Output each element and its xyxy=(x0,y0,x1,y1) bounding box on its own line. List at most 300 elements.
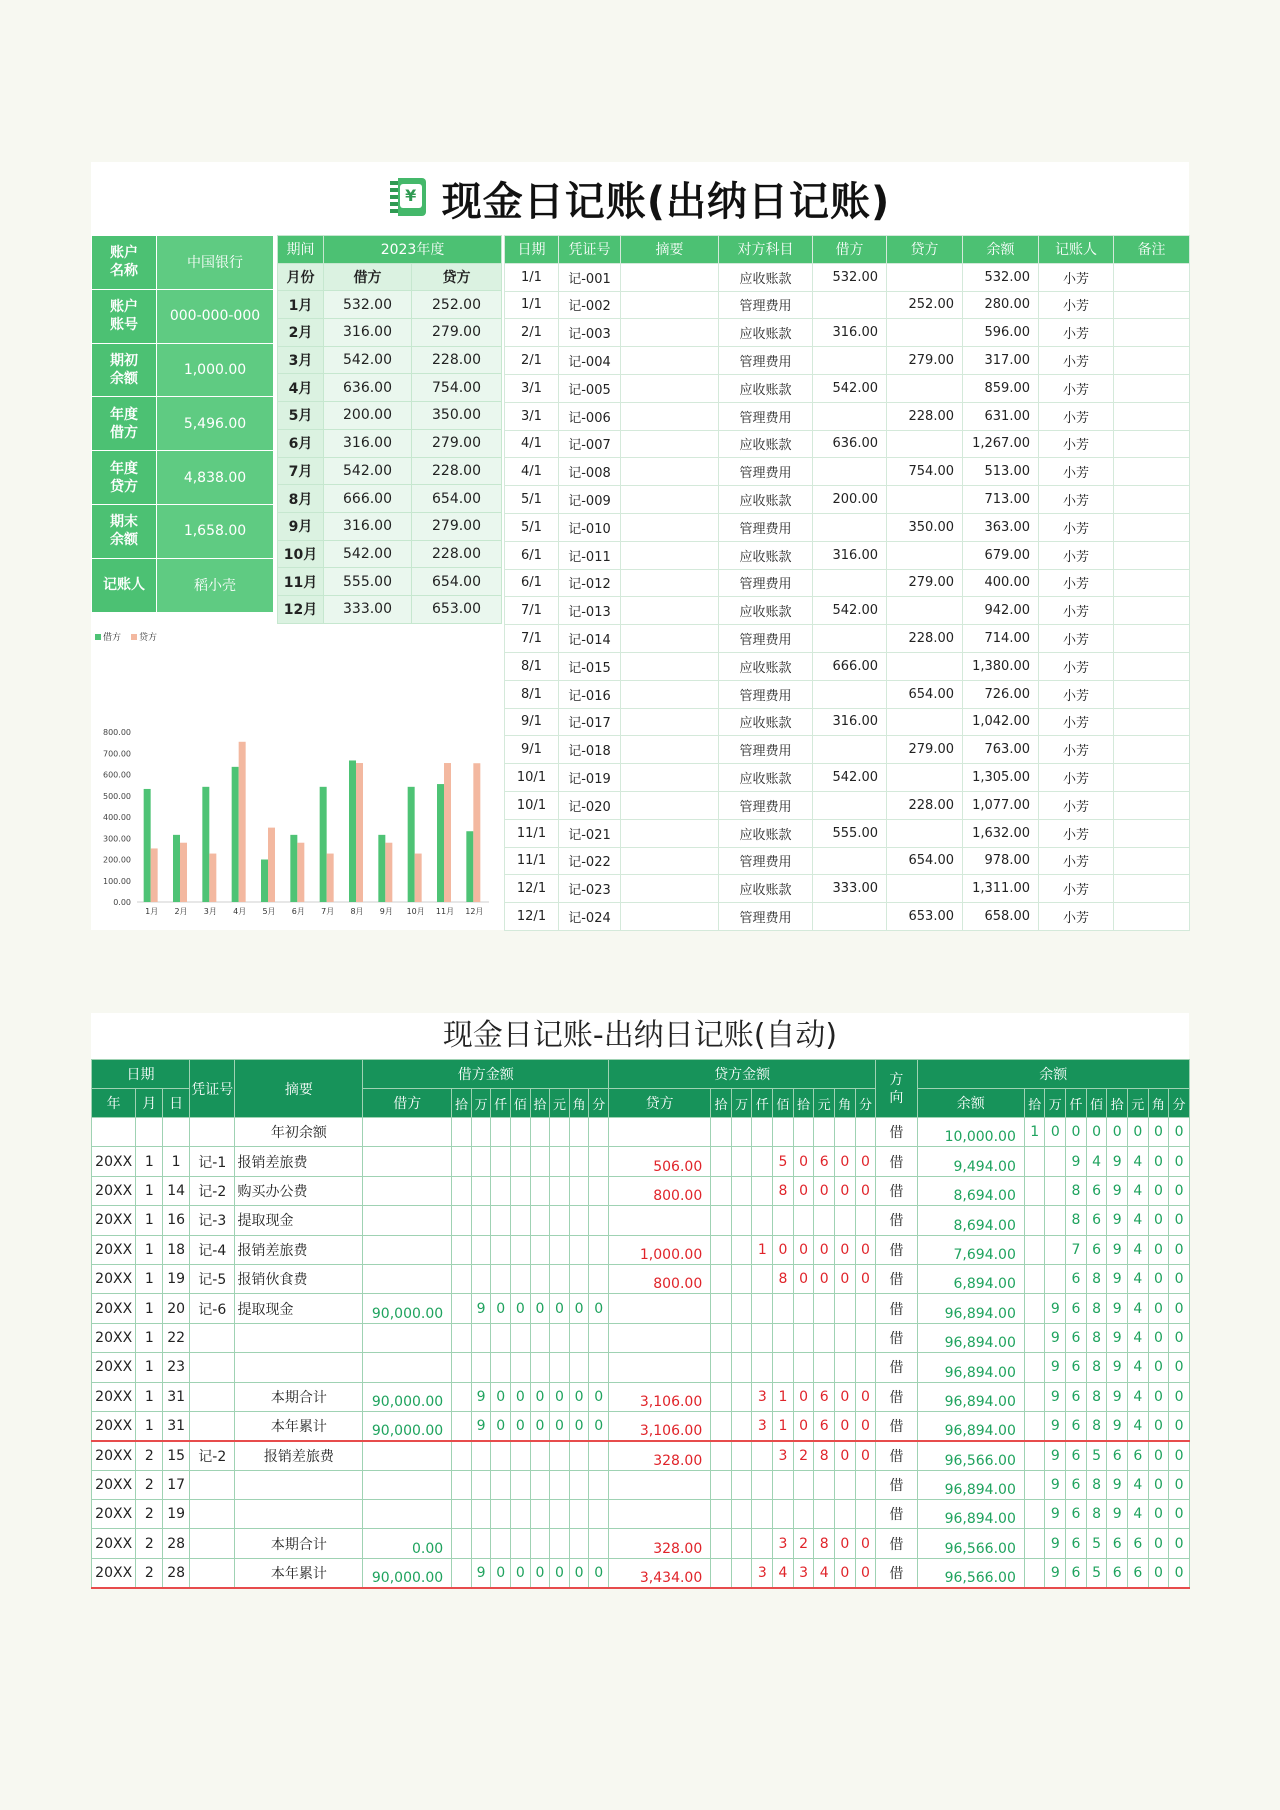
debit-amount xyxy=(363,1118,452,1147)
digit-cell: 8 xyxy=(1086,1323,1107,1352)
journal-cell: 1/1 xyxy=(505,263,559,291)
digit-cell: 4 xyxy=(1127,1176,1148,1205)
digit-cell xyxy=(471,1529,491,1558)
digit-cell: 6 xyxy=(1127,1558,1148,1587)
digit-cell: 6 xyxy=(1086,1235,1107,1264)
direction-cell: 借 xyxy=(876,1176,917,1205)
digit-cell xyxy=(834,1206,855,1235)
info-row xyxy=(92,236,274,290)
digit-cell: 6 xyxy=(1066,1294,1087,1323)
digit-cell: 9 xyxy=(1045,1294,1066,1323)
journal-cell: 658.00 xyxy=(963,903,1039,931)
balance-amount: 6,894.00 xyxy=(917,1264,1024,1293)
digit-cell: 5 xyxy=(1086,1441,1107,1470)
balance-amount: 96,894.00 xyxy=(917,1500,1024,1529)
digit-cell xyxy=(589,1118,609,1147)
digit-cell xyxy=(530,1470,550,1499)
journal-cell xyxy=(813,736,887,764)
digit-cell xyxy=(752,1529,773,1558)
digit-cell: 1 xyxy=(752,1235,773,1264)
digit-cell xyxy=(855,1470,876,1499)
journal-cell xyxy=(621,347,719,375)
year-cell: 20XX xyxy=(92,1382,136,1411)
journal-cell: 记-003 xyxy=(559,319,621,347)
info-value: 1,000.00 xyxy=(157,343,274,397)
digit-cell xyxy=(731,1323,752,1352)
journal-cell xyxy=(813,402,887,430)
digit-cell: 0 xyxy=(1148,1500,1169,1529)
digit-cell xyxy=(1024,1264,1045,1293)
digit-cell xyxy=(491,1500,511,1529)
debit-amount: 90,000.00 xyxy=(363,1382,452,1411)
digit-cell xyxy=(491,1235,511,1264)
month-cell: 1 xyxy=(136,1382,163,1411)
digit-cell: 8 xyxy=(814,1529,835,1558)
digit-cell xyxy=(491,1470,511,1499)
digit-cell xyxy=(773,1500,794,1529)
journal-cell: 631.00 xyxy=(963,402,1039,430)
digit-cell: 9 xyxy=(471,1558,491,1587)
direction-cell: 借 xyxy=(876,1147,917,1176)
day-cell: 22 xyxy=(163,1323,190,1352)
digit-cell xyxy=(510,1147,530,1176)
digit-cell: 4 xyxy=(1127,1235,1148,1264)
journal-cell: 记-011 xyxy=(559,541,621,569)
journal-cell: 316.00 xyxy=(813,319,887,347)
digit-cell xyxy=(711,1118,732,1147)
journal-cell xyxy=(621,597,719,625)
digit-cell: 3 xyxy=(773,1529,794,1558)
x-tick-label: 3月 xyxy=(203,907,217,916)
ledger-header-cell: 日 xyxy=(163,1089,190,1118)
bar-debit xyxy=(320,787,327,902)
digit-cell xyxy=(793,1500,814,1529)
digit-cell xyxy=(814,1118,835,1147)
digit-cell xyxy=(452,1176,472,1205)
digit-cell xyxy=(855,1294,876,1323)
digit-cell xyxy=(752,1294,773,1323)
journal-header-cell: 贷方 xyxy=(887,236,963,264)
month-cell: 3月 xyxy=(278,346,324,374)
month-cell: 1 xyxy=(136,1147,163,1176)
y-tick-label: 0.00 xyxy=(113,898,131,907)
ledger-header-cell: 凭证号 xyxy=(190,1060,235,1118)
debit-amount xyxy=(363,1235,452,1264)
balance-amount: 96,566.00 xyxy=(917,1558,1024,1587)
journal-cell: 记-002 xyxy=(559,291,621,319)
journal-cell xyxy=(1114,458,1190,486)
journal-cell: 管理费用 xyxy=(719,291,813,319)
voucher-cell xyxy=(190,1558,235,1587)
journal-cell xyxy=(621,847,719,875)
digit-cell: 0 xyxy=(589,1558,609,1587)
digit-cell: 8 xyxy=(1086,1294,1107,1323)
journal-cell xyxy=(621,486,719,514)
digit-cell xyxy=(1024,1500,1045,1529)
digit-cell: 0 xyxy=(834,1558,855,1587)
info-row xyxy=(92,343,274,397)
x-tick-label: 7月 xyxy=(321,907,335,916)
journal-cell xyxy=(1114,541,1190,569)
summary-cell: 本期合计 xyxy=(235,1529,363,1558)
ledger-header-cell: 佰 xyxy=(773,1089,794,1118)
digit-cell xyxy=(452,1558,472,1587)
journal-cell: 654.00 xyxy=(887,680,963,708)
credit-cell: 279.00 xyxy=(412,429,502,457)
digit-cell xyxy=(471,1500,491,1529)
journal-row xyxy=(505,513,1190,541)
account-info-table xyxy=(91,235,274,613)
journal-cell xyxy=(1114,319,1190,347)
digit-cell: 0 xyxy=(550,1411,570,1440)
balance-amount: 10,000.00 xyxy=(917,1118,1024,1147)
x-tick-label: 8月 xyxy=(350,907,364,916)
journal-cell: 小芳 xyxy=(1039,374,1114,402)
digit-cell xyxy=(452,1118,472,1147)
digit-cell: 0 xyxy=(855,1441,876,1470)
month-row xyxy=(278,291,502,319)
digit-cell: 1 xyxy=(1024,1118,1045,1147)
summary-cell: 提取现金 xyxy=(235,1206,363,1235)
journal-cell: 记-014 xyxy=(559,625,621,653)
legend-label: 贷方 xyxy=(139,633,158,643)
ledger-header-cell: 拾 xyxy=(793,1089,814,1118)
digit-cell: 0 xyxy=(1169,1176,1190,1205)
journal-row xyxy=(505,486,1190,514)
journal-row xyxy=(505,736,1190,764)
digit-cell xyxy=(731,1558,752,1587)
digit-cell: 0 xyxy=(1148,1118,1169,1147)
summary-cell: 本年累计 xyxy=(235,1411,363,1440)
ledger-header-cell: 元 xyxy=(550,1089,570,1118)
journal-cell: 333.00 xyxy=(813,875,887,903)
journal-cell xyxy=(813,347,887,375)
digit-cell: 8 xyxy=(1066,1176,1087,1205)
digit-cell: 9 xyxy=(1107,1206,1128,1235)
journal-cell: 记-015 xyxy=(559,652,621,680)
period-label: 期间 xyxy=(278,236,324,264)
digit-cell: 0 xyxy=(814,1264,835,1293)
journal-cell: 小芳 xyxy=(1039,625,1114,653)
digit-cell: 0 xyxy=(1148,1382,1169,1411)
digit-cell: 4 xyxy=(1127,1411,1148,1440)
journal-cell xyxy=(887,652,963,680)
digit-cell xyxy=(711,1294,732,1323)
digit-cell: 0 xyxy=(1148,1558,1169,1587)
journal-cell: 应收账款 xyxy=(719,875,813,903)
digit-cell: 0 xyxy=(530,1382,550,1411)
journal-header-cell: 余额 xyxy=(963,236,1039,264)
journal-cell: 记-006 xyxy=(559,402,621,430)
journal-cell: 978.00 xyxy=(963,847,1039,875)
journal-cell: 10/1 xyxy=(505,791,559,819)
journal-cell: 714.00 xyxy=(963,625,1039,653)
digit-cell xyxy=(491,1176,511,1205)
debit-cell: 542.00 xyxy=(324,540,412,568)
ledger-row xyxy=(92,1147,1190,1176)
month-cell: 2 xyxy=(136,1470,163,1499)
journal-cell xyxy=(887,430,963,458)
digit-cell: 0 xyxy=(569,1382,589,1411)
journal-cell: 636.00 xyxy=(813,430,887,458)
journal-cell: 应收账款 xyxy=(719,430,813,458)
journal-cell: 应收账款 xyxy=(719,541,813,569)
digit-cell: 0 xyxy=(491,1411,511,1440)
year-cell: 20XX xyxy=(92,1147,136,1176)
digit-cell: 4 xyxy=(1127,1382,1148,1411)
journal-cell xyxy=(1114,513,1190,541)
month-cell: 4月 xyxy=(278,374,324,402)
digit-cell xyxy=(1045,1206,1066,1235)
digit-cell: 0 xyxy=(1169,1353,1190,1382)
digit-cell xyxy=(814,1470,835,1499)
digit-cell: 0 xyxy=(1148,1294,1169,1323)
ledger-header-cell: 角 xyxy=(834,1089,855,1118)
debit-amount: 90,000.00 xyxy=(363,1294,452,1323)
debit-amount xyxy=(363,1323,452,1352)
digit-cell xyxy=(1045,1176,1066,1205)
ledger-header-cell: 万 xyxy=(1045,1089,1066,1118)
digit-cell: 0 xyxy=(793,1235,814,1264)
journal-cell: 11/1 xyxy=(505,847,559,875)
journal-cell xyxy=(621,875,719,903)
month-cell: 1 xyxy=(136,1176,163,1205)
legend-swatch xyxy=(95,634,101,640)
digit-cell xyxy=(491,1529,511,1558)
credit-amount xyxy=(609,1323,711,1352)
journal-cell xyxy=(1114,652,1190,680)
digit-cell: 0 xyxy=(550,1294,570,1323)
journal-cell xyxy=(621,625,719,653)
digit-cell xyxy=(510,1353,530,1382)
journal-cell: 小芳 xyxy=(1039,291,1114,319)
journal-cell: 记-020 xyxy=(559,791,621,819)
digit-cell xyxy=(711,1264,732,1293)
digit-cell: 8 xyxy=(1086,1411,1107,1440)
ledger-row xyxy=(92,1176,1190,1205)
digit-cell: 4 xyxy=(1127,1294,1148,1323)
month-cell: 11月 xyxy=(278,568,324,596)
digit-cell: 9 xyxy=(1045,1382,1066,1411)
debit-amount xyxy=(363,1470,452,1499)
digit-cell xyxy=(731,1470,752,1499)
ledger-header-cell: 仟 xyxy=(1066,1089,1087,1118)
digit-cell xyxy=(569,1323,589,1352)
digit-cell: 0 xyxy=(1107,1118,1128,1147)
digit-cell: 0 xyxy=(834,1382,855,1411)
digit-cell xyxy=(510,1235,530,1264)
month-row xyxy=(278,512,502,540)
info-row xyxy=(92,289,274,343)
year-cell: 20XX xyxy=(92,1470,136,1499)
credit-cell: 754.00 xyxy=(412,374,502,402)
digit-cell: 6 xyxy=(1107,1529,1128,1558)
debit-amount xyxy=(363,1176,452,1205)
digit-cell: 0 xyxy=(1169,1411,1190,1440)
auto-ledger-table xyxy=(91,1059,1190,1589)
digit-cell xyxy=(471,1264,491,1293)
journal-cell: 6/1 xyxy=(505,541,559,569)
journal-cell: 小芳 xyxy=(1039,680,1114,708)
digit-cell: 9 xyxy=(1107,1353,1128,1382)
direction-cell: 借 xyxy=(876,1353,917,1382)
direction-cell: 借 xyxy=(876,1558,917,1587)
ledger-row xyxy=(92,1558,1190,1587)
digit-cell: 0 xyxy=(834,1411,855,1440)
journal-row xyxy=(505,263,1190,291)
digit-cell: 6 xyxy=(814,1411,835,1440)
journal-header-cell: 借方 xyxy=(813,236,887,264)
ledger-header-cell: 年 xyxy=(92,1089,136,1118)
credit-amount: 1,000.00 xyxy=(609,1235,711,1264)
credit-amount: 506.00 xyxy=(609,1147,711,1176)
journal-cell: 11/1 xyxy=(505,819,559,847)
digit-cell: 9 xyxy=(1107,1382,1128,1411)
digit-cell xyxy=(550,1441,570,1470)
journal-cell: 1,380.00 xyxy=(963,652,1039,680)
digit-cell: 1 xyxy=(773,1411,794,1440)
month-cell: 1 xyxy=(136,1353,163,1382)
digit-cell: 6 xyxy=(1107,1441,1128,1470)
bar-debit xyxy=(261,860,268,903)
debit-amount xyxy=(363,1206,452,1235)
journal-header-cell: 日期 xyxy=(505,236,559,264)
digit-cell xyxy=(510,1441,530,1470)
journal-cell: 754.00 xyxy=(887,458,963,486)
y-tick-label: 100.00 xyxy=(103,876,131,886)
digit-cell: 0 xyxy=(1169,1118,1190,1147)
journal-cell: 小芳 xyxy=(1039,430,1114,458)
month-row xyxy=(278,540,502,568)
digit-cell xyxy=(1024,1147,1045,1176)
digit-cell xyxy=(569,1500,589,1529)
direction-cell: 借 xyxy=(876,1382,917,1411)
digit-cell xyxy=(731,1176,752,1205)
month-row xyxy=(278,457,502,485)
digit-cell xyxy=(452,1353,472,1382)
bar-debit xyxy=(437,784,444,902)
credit-cell: 279.00 xyxy=(412,319,502,347)
ledger-row xyxy=(92,1353,1190,1382)
journal-row xyxy=(505,791,1190,819)
voucher-cell xyxy=(190,1500,235,1529)
digit-cell xyxy=(491,1441,511,1470)
digit-cell: 0 xyxy=(491,1382,511,1411)
digit-cell xyxy=(471,1206,491,1235)
year-cell: 20XX xyxy=(92,1294,136,1323)
digit-cell xyxy=(452,1147,472,1176)
month-row xyxy=(278,568,502,596)
journal-cell xyxy=(621,569,719,597)
auto-ledger-sheet xyxy=(91,1013,1189,1589)
year-cell: 20XX xyxy=(92,1235,136,1264)
digit-cell xyxy=(452,1235,472,1264)
monthly-summary-table xyxy=(277,235,502,624)
digit-cell: 0 xyxy=(834,1529,855,1558)
journal-cell: 666.00 xyxy=(813,652,887,680)
credit-amount: 328.00 xyxy=(609,1529,711,1558)
digit-cell xyxy=(814,1500,835,1529)
ledger-row xyxy=(92,1294,1190,1323)
summary-cell xyxy=(235,1353,363,1382)
digit-cell xyxy=(510,1206,530,1235)
direction-cell: 借 xyxy=(876,1500,917,1529)
balance-amount: 8,694.00 xyxy=(917,1176,1024,1205)
ledger-header-cell: 拾 xyxy=(711,1089,732,1118)
digit-cell xyxy=(550,1147,570,1176)
digit-cell xyxy=(1045,1235,1066,1264)
digit-cell xyxy=(491,1206,511,1235)
digit-cell: 0 xyxy=(530,1558,550,1587)
ledger-row xyxy=(92,1441,1190,1470)
sheet-title-bar xyxy=(91,162,1189,234)
journal-cell: 管理费用 xyxy=(719,903,813,931)
digit-cell xyxy=(530,1176,550,1205)
digit-cell xyxy=(793,1323,814,1352)
journal-cell xyxy=(621,430,719,458)
digit-cell xyxy=(731,1206,752,1235)
journal-cell: 记-010 xyxy=(559,513,621,541)
credit-amount: 800.00 xyxy=(609,1264,711,1293)
page-title: 现金日记账(出纳日记账) xyxy=(441,178,891,225)
debit-amount: 0.00 xyxy=(363,1529,452,1558)
journal-cell: 532.00 xyxy=(963,263,1039,291)
summary-cell: 报销差旅费 xyxy=(235,1147,363,1176)
digit-cell: 9 xyxy=(1045,1323,1066,1352)
journal-cell: 记-004 xyxy=(559,347,621,375)
digit-cell xyxy=(569,1441,589,1470)
journal-cell: 363.00 xyxy=(963,513,1039,541)
journal-cell xyxy=(887,541,963,569)
month-cell: 7月 xyxy=(278,457,324,485)
year-cell: 20XX xyxy=(92,1264,136,1293)
digit-cell xyxy=(530,1500,550,1529)
journal-cell xyxy=(1114,736,1190,764)
journal-header-cell: 摘要 xyxy=(621,236,719,264)
digit-cell: 9 xyxy=(1045,1353,1066,1382)
journal-cell: 1,042.00 xyxy=(963,708,1039,736)
digit-cell xyxy=(1024,1529,1045,1558)
ledger-header-cell: 日期 xyxy=(92,1060,190,1089)
digit-cell: 9 xyxy=(471,1411,491,1440)
summary-cell: 提取现金 xyxy=(235,1294,363,1323)
digit-cell xyxy=(731,1294,752,1323)
digit-cell: 6 xyxy=(1066,1529,1087,1558)
y-tick-label: 500.00 xyxy=(103,791,131,801)
journal-cell xyxy=(621,652,719,680)
digit-cell: 0 xyxy=(569,1558,589,1587)
digit-cell: 4 xyxy=(773,1558,794,1587)
day-cell: 20 xyxy=(163,1294,190,1323)
journal-cell: 280.00 xyxy=(963,291,1039,319)
journal-cell: 小芳 xyxy=(1039,708,1114,736)
digit-cell xyxy=(452,1264,472,1293)
credit-cell: 350.00 xyxy=(412,402,502,430)
y-tick-label: 600.00 xyxy=(103,770,131,780)
digit-cell: 0 xyxy=(530,1411,550,1440)
journal-cell xyxy=(621,680,719,708)
journal-cell xyxy=(813,625,887,653)
digit-cell xyxy=(1045,1264,1066,1293)
digit-cell xyxy=(814,1206,835,1235)
digit-cell xyxy=(510,1529,530,1558)
digit-cell xyxy=(530,1353,550,1382)
digit-cell: 8 xyxy=(1066,1206,1087,1235)
month-cell: 5月 xyxy=(278,402,324,430)
digit-cell xyxy=(731,1147,752,1176)
bar-debit xyxy=(290,835,297,902)
digit-cell: 1 xyxy=(773,1382,794,1411)
